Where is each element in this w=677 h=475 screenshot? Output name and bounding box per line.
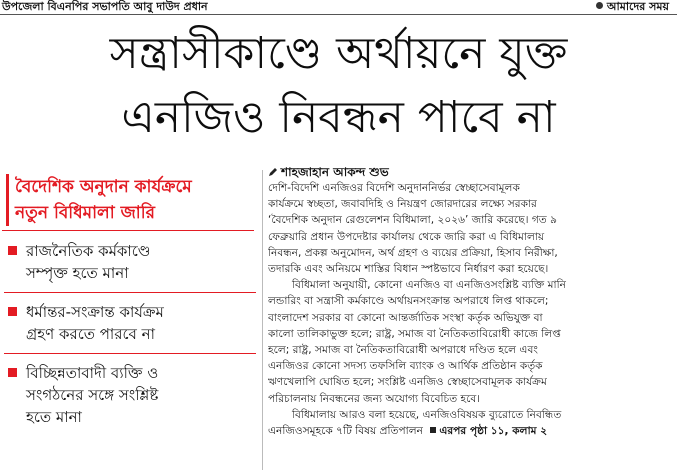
highlight-text: সংগঠনের সঙ্গে সংশ্লিষ্ট	[26, 386, 159, 404]
highlight-item	[4, 362, 256, 428]
highlight-item	[4, 240, 256, 284]
red-square-icon	[8, 368, 17, 377]
article-line: তদারকি এবং অনিয়মে শাস্তির বিধান স্পষ্টভাবে নির্ধারণ করা হয়েছে।	[268, 263, 549, 276]
article-line: বিধিমালায় আরও বলা হয়েছে, এনজিওবিষয়ক ব্যুরোতে নিবন্ধিত	[292, 408, 562, 421]
highlight-text: বিচ্ছিন্নতাবাদী ব্যক্তি ও	[26, 364, 159, 382]
highlight-item	[4, 301, 256, 345]
highlight-list	[4, 240, 256, 428]
highlight-text: ধর্মান্তর-সংক্রান্ত কার্যক্রম	[26, 303, 164, 321]
top-rule	[0, 14, 677, 15]
triangle-icon	[430, 427, 436, 433]
byline-author: শাহজাহান আকন্দ শুভ	[281, 165, 389, 179]
byline	[268, 164, 670, 180]
article-line: লন্ডারিং বা সন্ত্রাসী কর্মকাণ্ডে অর্থায়নসংক্রান্ত অপরাধে লিপ্ত থাকলে;	[268, 295, 549, 308]
article-paragraph-1	[268, 180, 670, 277]
publication-name-text: আমাদের সময়	[606, 0, 669, 13]
article-paragraph-3	[268, 407, 670, 423]
pen-icon	[268, 167, 278, 177]
article-line: ঋণখেলাপি ঘোষিত হলে; সংশ্লিষ্ট এনজিও স্বেচ্ছাসেবামূলক কার্যক্রম	[268, 376, 547, 389]
headline	[0, 22, 677, 150]
bullet-dot-icon	[596, 2, 603, 9]
publication-name	[596, 0, 669, 14]
highlight-text: সম্পৃক্ত হতে মানা	[26, 264, 129, 282]
highlight-text: গ্রহণ করতে পারবে না	[26, 325, 155, 343]
subheadline	[6, 174, 265, 226]
sidebar-highlights	[0, 168, 258, 475]
article-line: নিবন্ধন, প্রকল্প অনুমোদন, অর্থ গ্রহণ ও ব্যয়ের প্রক্রিয়া, হিসাব নিরীক্ষা,	[268, 246, 558, 259]
continuation-link[interactable]	[430, 425, 547, 437]
continuation-text: এরপর পৃষ্ঠা ১১, কলাম ২	[439, 425, 548, 438]
highlight-text: রাজনৈতিক কর্মকাণ্ডে	[26, 242, 151, 260]
highlight-divider	[4, 353, 256, 354]
subheadline-rule	[2, 230, 254, 231]
article-paragraph-2	[268, 277, 670, 407]
highlight-divider	[4, 292, 256, 293]
highlight-text: হতে মানা	[26, 408, 82, 426]
red-square-icon	[8, 307, 17, 316]
headline-line-2: এনজিও নিবন্ধন পাবে না	[121, 92, 556, 143]
column-divider	[262, 170, 263, 470]
article-line: এনজিওর কোনো সদস্য তফসিলি ব্যাংক ও আর্থিক প্রতিষ্ঠান কর্তৃক	[268, 360, 543, 373]
article-line: বাংলাদেশ সরকার বা কোনো আন্তর্জাতিক সংস্থা কর্তৃক অভিযুক্ত বা	[268, 311, 543, 324]
red-square-icon	[8, 246, 17, 255]
article-line: কালো তালিকাভুক্ত হলে; রাষ্ট্র, সমাজ বা নৈতিকতাবিরোধী কাজে লিপ্ত	[268, 327, 561, 340]
article-line: পরিচালনায় নিবন্ধনের জন্য অযোগ্য বিবেচিত হবে।	[268, 392, 481, 405]
headline-line-1: সন্ত্রাসীকাণ্ডে অর্থায়নে যুক্ত	[109, 28, 568, 79]
article-line: কার্যক্রমে স্বচ্ছতা, জবাবদিহি ও নিয়ন্ত্রণ জোরদারের লক্ষ্যে সরকার	[268, 198, 537, 211]
article-line: বিধিমালা অনুযায়ী, কোনো এনজিও বা এনজিওসংশ্লিষ্ট ব্যক্তি মানি	[292, 279, 566, 292]
article-line: ‘বৈদেশিক অনুদান রেগুলেশন বিধিমালা, ২০২৬’ জারি করেছে। গত ৯	[268, 214, 557, 227]
top-bar-caption: উপজেলা বিএনপির সভাপতি আবু দাউদ প্রধান	[2, 0, 208, 13]
article-body	[268, 164, 670, 475]
subheadline-line-1: বৈদেশিক অনুদান কার্যক্রমে	[15, 177, 192, 197]
top-bar	[0, 0, 677, 16]
article-line: ফেব্রুয়ারি প্রধান উপদেষ্টার কার্যালয় থেকে জারি করা এ বিধিমালায়	[268, 230, 545, 243]
subheadline-line-2: নতুন বিধিমালা জারি	[15, 203, 155, 223]
article-last-line	[268, 423, 670, 439]
article-line: এনজিওসমূহকে ৭টি বিষয় প্রতিপালন	[268, 425, 423, 438]
article-line: দেশি-বিদেশি এনজিওর বিদেশি অনুদাননির্ভর স্বেচ্ছাসেবামূলক	[268, 182, 520, 194]
article-line: হলে; রাষ্ট্র, সমাজ বা নৈতিকতাবিরোধী অপরাধে দণ্ডিত হলে এবং	[268, 344, 538, 357]
